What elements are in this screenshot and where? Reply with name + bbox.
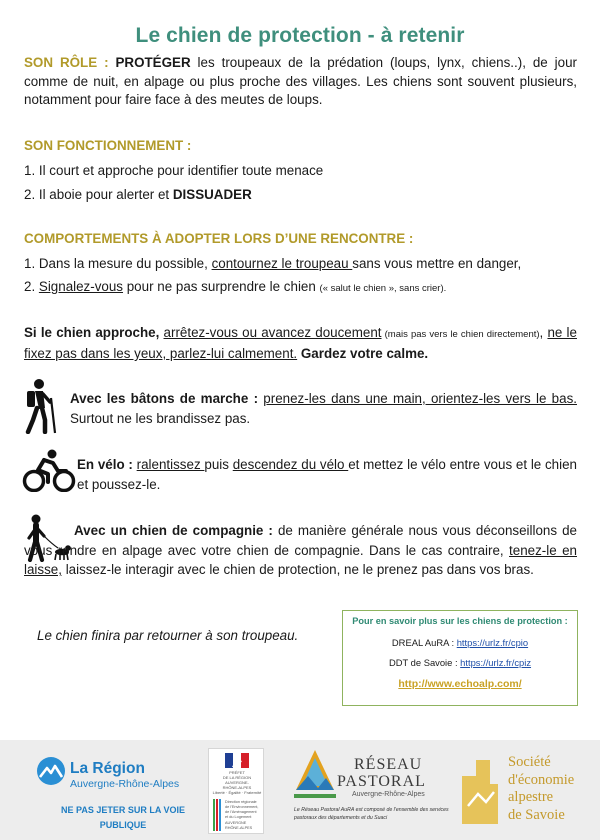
- approche-underlined-1: arrêtez-vous ou avancez doucement: [163, 325, 382, 340]
- approche-underlined-2: ne le fixez pas dans les yeux, parlez-lui calmement.: [24, 325, 577, 361]
- prefet-title-1: PRÉFET: [229, 770, 245, 775]
- approche-strong: Si le chien approche,: [24, 325, 160, 340]
- info-box: [342, 610, 578, 706]
- prefet-direction-3: de l'Aménagement: [225, 810, 257, 814]
- tip-batons-strong: Avec les bâtons de marche :: [70, 391, 259, 406]
- region-subtitle: Auvergne-Rhône-Alpes: [70, 778, 180, 790]
- approche-small: (mais pas vers le chien directement): [381, 329, 540, 340]
- final-note: Le chien finira par retourner à son troupeau.: [37, 628, 299, 643]
- echoalp-link[interactable]: http://www.echoalp.com/: [398, 678, 522, 690]
- sea-line-2: d'économie: [508, 771, 575, 788]
- hiker-icon: [22, 378, 62, 434]
- tip-velo-strong: En vélo :: [77, 457, 133, 472]
- ddt-label: DDT de Savoie :: [388, 657, 461, 668]
- tip-batons: [70, 389, 577, 428]
- role-heading: SON RÔLE :: [24, 55, 109, 70]
- region-name: La Région: [70, 760, 145, 777]
- fonctionnement-item-2: [24, 186, 577, 204]
- comportements-item-2-underlined: Signalez-vous: [38, 279, 124, 294]
- tip-velo-underlined-1: ralentissez: [136, 457, 205, 472]
- role-paragraph: [24, 54, 577, 110]
- tip-velo: [77, 455, 577, 494]
- tip-compagnie-text-1: de manière générale nous vous déconseillons de vous rendre en alpage avec votre chien de compagnie. Dans le cas contraire,: [24, 523, 577, 558]
- region-note: NE PAS JETER SUR LA VOIE PUBLIQUE: [60, 805, 186, 830]
- sea-name: [508, 754, 574, 824]
- comportements-item-2-suffix: pour ne pas surprendre le chien: [123, 279, 320, 294]
- reseau-subtitle: Auvergne-Rhône-Alpes: [352, 791, 425, 798]
- tip-compagnie-underlined: tenez-le en laisse,: [24, 542, 577, 577]
- comportements-heading: COMPORTEMENTS À ADOPTER LORS D’UNE RENCONTRE :: [24, 231, 414, 246]
- tip-velo-text-2: et mettez le vélo entre vous et le chien et poussez-le.: [77, 457, 578, 492]
- ddt-line: [343, 657, 577, 668]
- sea-line-3: alpestre: [508, 789, 554, 805]
- fonctionnement-item-1: 1. Il court et approche pour identifier toute menace: [24, 163, 324, 178]
- comportements-item-2-small: (« salut le chien », sans crier).: [319, 283, 447, 294]
- prefet-direction-4: et du Logement: [225, 815, 252, 819]
- role-strong: PROTÉGER: [115, 55, 191, 70]
- comportements-item-1: [24, 255, 577, 273]
- region-logo-icon: [36, 756, 66, 786]
- fonctionnement-item-2-prefix: 2. Il aboie pour alerter et: [24, 187, 173, 202]
- approche-separator: ,: [539, 325, 548, 340]
- page-title: Le chien de protection - à retenir: [135, 24, 465, 47]
- approche-paragraph: [24, 323, 577, 363]
- prefet-logo: [208, 748, 264, 834]
- reseau-description: Le Réseau Pastoral AuRA est composé de l'ensemble des services pastoraux des départements et du Suaci: [294, 807, 449, 821]
- tip-compagnie-strong: Avec un chien de compagnie :: [74, 523, 273, 538]
- prefet-direction-2: de l'Environnement,: [225, 805, 259, 809]
- prefet-motto: Liberté · Égalité · Fraternité: [212, 790, 262, 795]
- prefet-title-2: DE LA RÉGION: [222, 775, 252, 780]
- comportements-item-1-prefix: 1. Dans la mesure du possible,: [24, 256, 212, 271]
- prefet-direction-1: Direction régionale: [225, 800, 257, 804]
- approche-strong-2: Gardez votre calme.: [297, 346, 429, 361]
- tip-compagnie-text-2: laissez-le interagir avec le chien de protection, ne le prenez pas dans vos bras.: [61, 562, 534, 577]
- dreal-label: DREAL AuRA :: [391, 637, 457, 648]
- dreal-line: [343, 637, 577, 648]
- prefet-title-3: AUVERGNE-: [225, 780, 249, 785]
- fonctionnement-heading: SON FONCTIONNEMENT :: [24, 138, 192, 153]
- comportements-item-1-suffix: sans vous mettre en danger,: [352, 256, 522, 271]
- comportements-item-2-prefix: 2.: [24, 279, 39, 294]
- ddt-link[interactable]: https://urlz.fr/cpiz: [460, 657, 532, 668]
- prefet-title-4: RHÔNE-ALPES: [222, 785, 252, 790]
- comportements-item-2: [24, 278, 577, 298]
- marianne-icon: [225, 753, 249, 768]
- prefet-direction-5: AUVERGNE: [225, 821, 247, 825]
- prefet-direction-6: RHÔNE-ALPES: [225, 826, 253, 830]
- reseau-pastoral-logo-icon: [294, 748, 336, 800]
- sea-savoie-logo-icon: [458, 754, 502, 826]
- tip-compagnie: [24, 521, 577, 580]
- tip-batons-text: Surtout ne les brandissez pas.: [70, 410, 251, 426]
- tip-velo-underlined-2: descendez du vélo: [232, 457, 349, 472]
- sea-line-4: de Savoie: [508, 806, 565, 823]
- sea-line-1: Société: [508, 754, 551, 770]
- tip-batons-underlined: prenez-les dans une main, orientez-les vers le bas.: [263, 391, 577, 406]
- footer: [0, 740, 600, 840]
- reseau-name-2: PASTORAL: [337, 773, 426, 790]
- dreal-stripes-icon: [213, 799, 223, 831]
- bicycle-icon: [22, 448, 76, 492]
- info-box-title: Pour en savoir plus sur les chiens de protection :: [352, 616, 568, 626]
- comportements-item-1-underlined: contournez le troupeau: [211, 256, 353, 271]
- tip-velo-text-1: puis: [204, 457, 233, 472]
- role-text: les troupeaux de la prédation (loups, lynx, chiens..), de jour comme de nuit, en alpage ou plus proche des villages. Les chiens sont souvent plusieurs, notamment pour faire face à des meutes de loups.: [24, 55, 577, 107]
- fonctionnement-item-2-strong: DISSUADER: [172, 187, 252, 202]
- reseau-name-1: RÉSEAU: [354, 756, 423, 773]
- dreal-link[interactable]: https://urlz.fr/cpio: [456, 637, 529, 648]
